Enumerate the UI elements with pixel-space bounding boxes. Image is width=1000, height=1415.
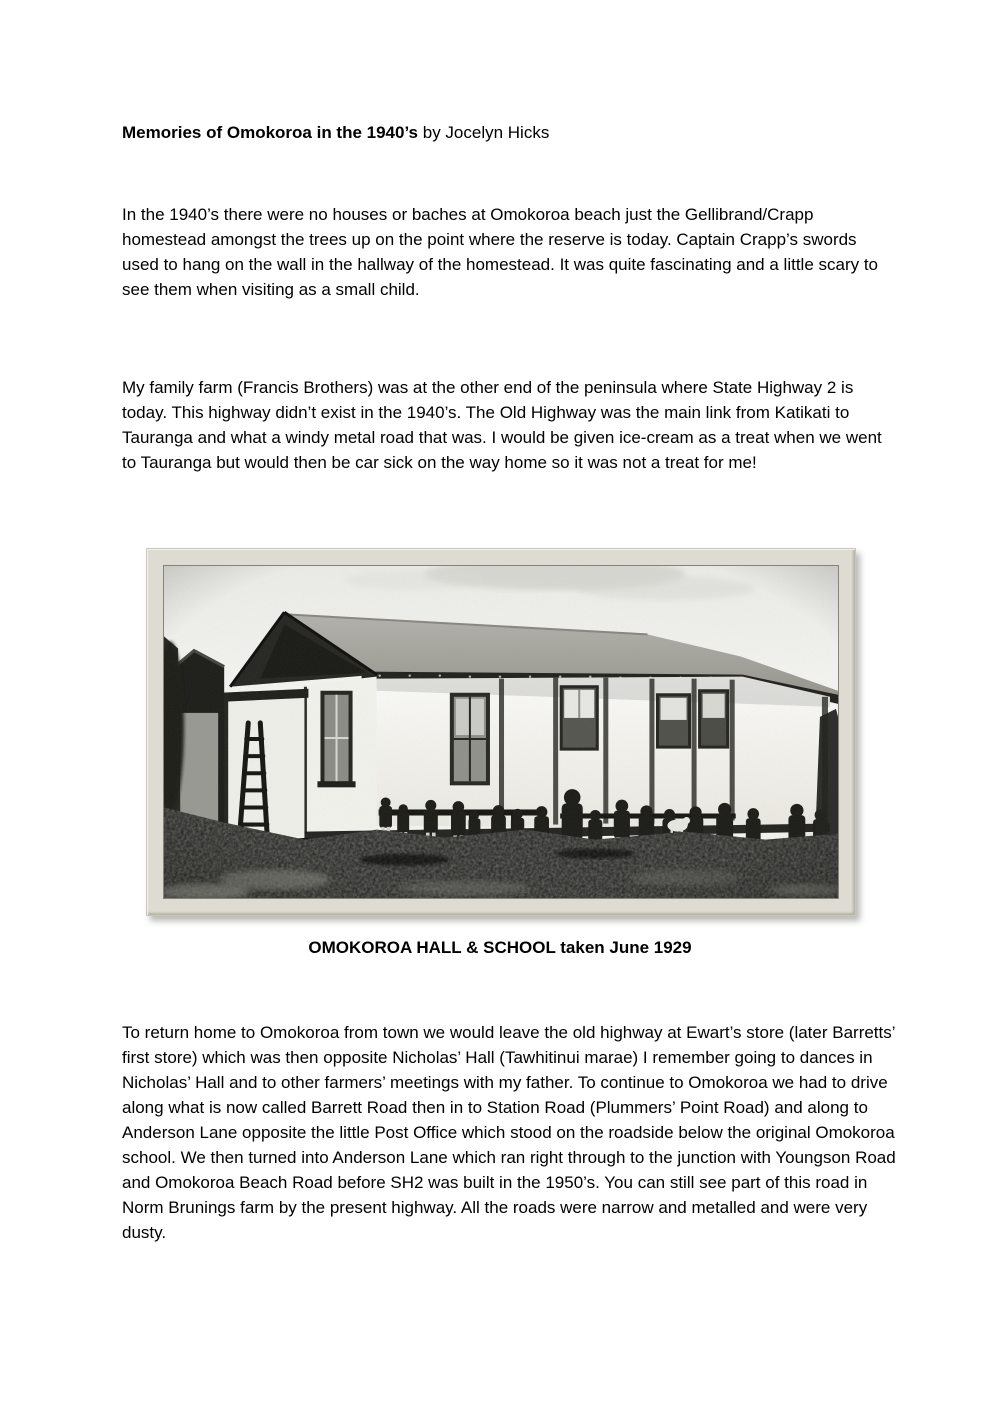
title-byline: by Jocelyn Hicks (418, 123, 550, 142)
page-title (122, 120, 549, 145)
body-paragraph-1: In the 1940’s there were no houses or baches at Omokoroa beach just the Gellibrand/Crapp homestead amongst the trees up on the point where the reserve is today. Captain Crapp’s swords used to hang on the wall in the hallway of the homestead. It was quite fascinating and a little scary to see them when visiting as a small child. (122, 205, 879, 299)
photo-caption: OMOKOROA HALL & SCHOOL taken June 1929 (308, 938, 692, 957)
photo-frame (146, 548, 856, 916)
hall-school-photo-art (164, 566, 838, 898)
body-paragraph-2: My family farm (Francis Brothers) was at the other end of the peninsula where State Highway 2 is today. This highway didn’t exist in the 1940’s. The Old Highway was the main link from Katikati to Tauranga and what a windy metal road that was. I would be given ice-cream as a treat when we went to Tauranga but would then be car sick on the way home so it was not a treat for me! (122, 378, 882, 472)
body-paragraph-3: To return home to Omokoroa from town we would leave the old highway at Ewart’s store (later Barretts’ first store) which was then opposite Nicholas’ Hall (Tawhitinui marae) I remember going to dances in Nicholas’ Hall and to other farmers’ meetings with my father. To continue to Omokoroa we had to drive along what is now called Barrett Road then in to Station Road (Plummers’ Point Road) and along to Anderson Lane opposite the little Post Office which stood on the roadside below the original Omokoroa school. We then turned into Anderson Lane which ran right through to the junction with Youngson Road and Omokoroa Beach Road before SH2 was built in the 1950’s. You can still see part of this road in Norm Brunings farm by the present highway. All the roads were narrow and metalled and were very dusty. (122, 1023, 896, 1242)
photo-vignette (164, 566, 838, 898)
title-text: Memories of Omokoroa in the 1940’s (122, 123, 419, 142)
omokoroa-hall-and-school-photo (163, 565, 839, 899)
